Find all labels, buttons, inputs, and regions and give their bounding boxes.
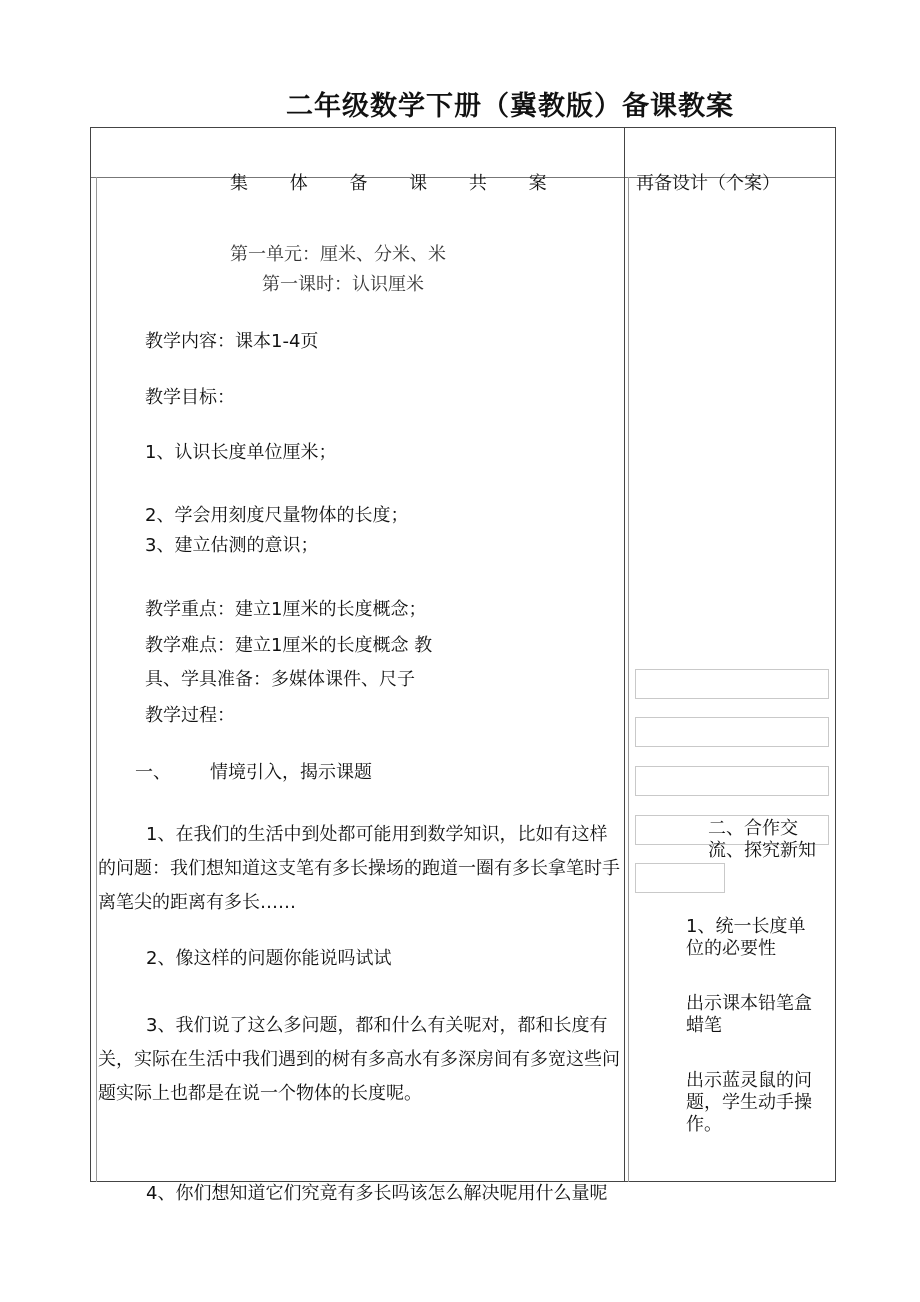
side-note: 出示蓝灵鼠的问题，学生动手操作。: [686, 1070, 812, 1135]
note-box: [635, 766, 829, 796]
goal-item: 1、认识长度单位厘米；: [145, 442, 337, 463]
paragraph-text: 2、像这样的问题你能说吗试试: [146, 948, 392, 969]
paragraph-text: 4、你们想知道它们究竟有多长吗该怎么解决呢用什么量呢: [146, 1183, 608, 1204]
key-point: 教学重点：建立1厘米的长度概念；: [145, 599, 427, 620]
section2-title: 二、合作交流、探究新知: [708, 818, 816, 861]
side-note: 出示课本铅笔盒蜡笔: [686, 993, 812, 1036]
note-box: [635, 717, 829, 747]
paragraph-text: 1、在我们的生活中到处都可能用到数学知识，比如有这样的问题：我们想知道这支笔有多长操场的跑道一圈有多长拿笔时手离笔尖的距离有多长……: [98, 824, 620, 913]
table-left-inner-border: [96, 177, 97, 1182]
goal-item: 2、学会用刻度尺量物体的长度；: [145, 505, 409, 526]
document-title: 二年级数学下册（冀教版）备课教案: [286, 91, 734, 122]
table-left-border: [90, 127, 91, 1182]
materials: 具、学具准备：多媒体课件、尺子: [145, 669, 415, 690]
paragraph: [98, 1177, 624, 1211]
note-box: [635, 863, 725, 893]
process-heading: 教学过程：: [145, 705, 235, 726]
note-box: [635, 669, 829, 699]
lesson-title: 第一课时：认识厘米: [262, 274, 424, 295]
section-number: 一、: [135, 762, 171, 783]
table-column-divider-inner: [628, 177, 629, 1182]
difficult-point: 教学难点：建立1厘米的长度概念 教: [145, 635, 433, 656]
paragraph-text: 3、我们说了这么多问题，都和什么有关呢对，都和长度有关，实际在生活中我们遇到的树有多高水有多深房间有多宽这些问题实际上也都是在说一个物体的长度呢。: [98, 1015, 620, 1104]
goal-item: 3、建立估测的意识；: [145, 535, 319, 556]
table-top-border: [90, 127, 836, 128]
table-column-divider: [624, 127, 625, 1182]
unit-title: 第一单元：厘米、分米、米: [230, 244, 446, 265]
table-right-border: [835, 127, 836, 1182]
side-note: 1、统一长度单位的必要性: [686, 916, 806, 959]
header-personal-plan: 再备设计（个案）: [636, 173, 780, 194]
section-title: 情境引入，揭示课题: [210, 762, 372, 783]
paragraph: [98, 942, 624, 976]
header-shared-plan: 集 体 备 课 共 案: [230, 173, 565, 194]
paragraph: [98, 818, 624, 920]
goals-heading: 教学目标：: [145, 387, 235, 408]
paragraph: [98, 1009, 624, 1111]
teaching-content: 教学内容：课本1-4页: [145, 331, 319, 352]
